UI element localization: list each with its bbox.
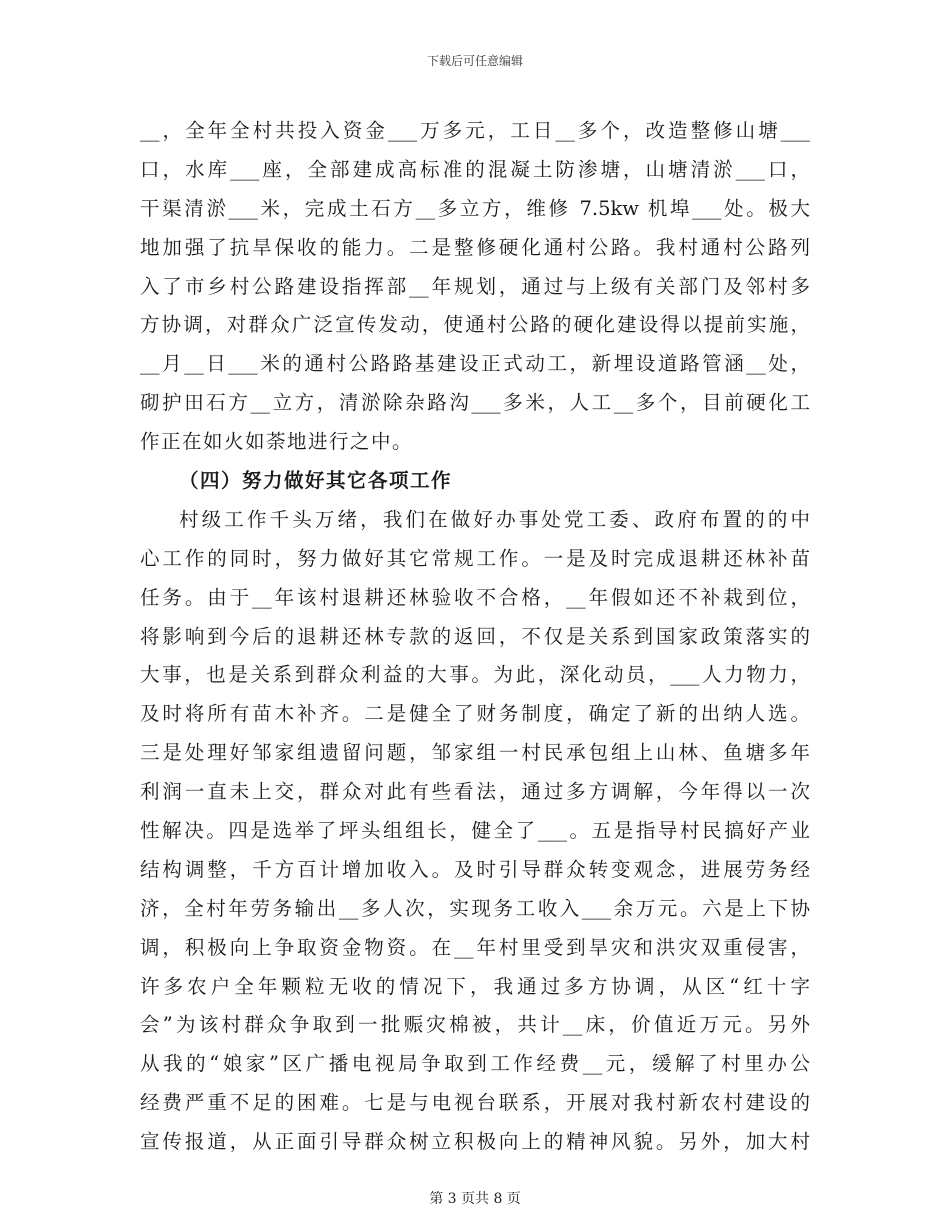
- text-line: 砌护田石方__立方，清淤除杂路沟___多米，人工__多个，目前硬化工: [140, 391, 810, 415]
- paragraph-other-work: [140, 501, 810, 1162]
- text-line: 及时将所有苗木补齐。二是健全了财务制度，确定了新的出纳人选。: [140, 702, 810, 726]
- text-line: 口，水库___座，全部建成高标准的混凝土防渗塘，山塘清淤___口，: [140, 157, 810, 181]
- text-line: 三是处理好邹家组遗留问题，邹家组一村民承包组上山林、鱼塘多年: [140, 741, 810, 765]
- page-footer: 第 3 页共 8 页: [429, 1191, 521, 1207]
- text-line: 利润一直未上交，群众对此有些看法，通过多方调解，今年得以一次: [140, 780, 810, 804]
- text-line: 大事，也是关系到群众利益的大事。为此，深化动员，___人力物力，: [140, 663, 810, 687]
- text-line: __月__日___米的通村公路路基建设正式动工，新埋设道路管涵__处，: [140, 352, 810, 376]
- text-line: 会”为该村群众争取到一批赈灾棉被，共计__床，价值近万元。另外: [140, 1013, 810, 1037]
- text-line: 心工作的同时，努力做好其它常规工作。一是及时完成退耕还林补苗: [140, 546, 810, 570]
- text-line: 结构调整，千方百计增加收入。及时引导群众转变观念，进展劳务经: [140, 857, 810, 881]
- document-body: [140, 112, 810, 1162]
- text-line: 地加强了抗旱保收的能力。二是整修硬化通村公路。我村通村公路列: [140, 235, 810, 259]
- text-line: 从我的“娘家”区广播电视局争取到工作经费__元，缓解了村里办公: [140, 1052, 810, 1076]
- text-line: 宣传报道，从正面引导群众树立积极向上的精神风貌。另外，加大村: [140, 1130, 810, 1154]
- text-line: 将影响到今后的退耕还林专款的返回，不仅是关系到国家政策落实的: [140, 624, 810, 648]
- text-line: 作正在如火如荼地进行之中。: [140, 430, 414, 454]
- text-line: 济，全村年劳务输出__多人次，实现务工收入___余万元。六是上下协: [140, 896, 810, 920]
- paragraph-infrastructure: [140, 112, 810, 462]
- text-line: 村级工作千头万绪，我们在做好办事处党工委、政府布置的的中: [179, 507, 810, 531]
- text-line: __，全年全村共投入资金___万多元，工日__多个，改造整修山塘___: [140, 119, 810, 142]
- text-line: 性解决。四是选举了坪头组组长，健全了___。五是指导村民搞好产业: [140, 819, 810, 843]
- text-line: 调，积极向上争取资金物资。在__年村里受到旱灾和洪灾双重侵害，: [140, 935, 810, 959]
- text-line: 入了市乡村公路建设指挥部__年规划，通过与上级有关部门及邻村多: [140, 274, 810, 298]
- text-line: 经费严重不足的困难。七是与电视台联系，开展对我村新农村建设的: [140, 1091, 810, 1115]
- text-line: 任务。由于__年该村退耕还林验收不合格，__年假如还不补栽到位，: [140, 585, 810, 609]
- text-line: 许多农户全年颗粒无收的情况下，我通过多方协调，从区“红十字: [140, 974, 810, 998]
- text-line: 干渠清淤___米，完成土石方__多立方，维修 7.5kw 机埠___处。极大: [140, 196, 810, 220]
- text-line: 方协调，对群众广泛宣传发动，使通村公路的硬化建设得以提前实施，: [140, 313, 810, 337]
- section-heading: （四）努力做好其它各项工作: [179, 469, 453, 493]
- page-header: 下载后可任意编辑: [426, 54, 523, 68]
